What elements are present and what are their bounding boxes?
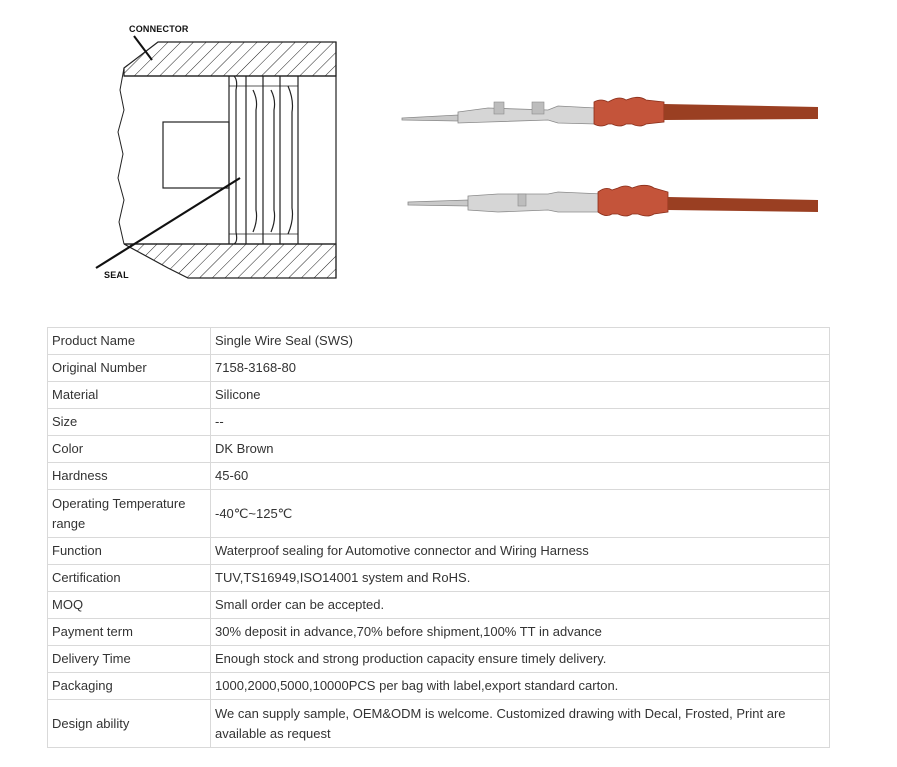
spec-key: Delivery Time	[48, 646, 211, 673]
spec-value: 45-60	[211, 463, 830, 490]
table-row	[48, 700, 830, 748]
spec-key: Product Name	[48, 328, 211, 355]
table-row	[48, 463, 830, 490]
spec-value: --	[211, 409, 830, 436]
table-row	[48, 355, 830, 382]
spec-value: Enough stock and strong production capacity ensure timely delivery.	[211, 646, 830, 673]
spec-value: Waterproof sealing for Automotive connector and Wiring Harness	[211, 538, 830, 565]
spec-key: Material	[48, 382, 211, 409]
spec-value: Single Wire Seal (SWS)	[211, 328, 830, 355]
product-photo	[398, 88, 818, 224]
spec-key: Size	[48, 409, 211, 436]
upper-terminal-assembly	[402, 97, 818, 126]
spec-key: Function	[48, 538, 211, 565]
spec-key: Packaging	[48, 673, 211, 700]
spec-value: 1000,2000,5000,10000PCS per bag with label,export standard carton.	[211, 673, 830, 700]
spec-value: 7158-3168-80	[211, 355, 830, 382]
spec-value: DK Brown	[211, 436, 830, 463]
table-row	[48, 646, 830, 673]
seal-cross-section-diagram	[88, 20, 348, 285]
connector-label: CONNECTOR	[129, 24, 189, 34]
spec-table	[47, 327, 830, 748]
spec-key: Original Number	[48, 355, 211, 382]
spec-value: 30% deposit in advance,70% before shipment,100% TT in advance	[211, 619, 830, 646]
spec-value: -40℃~125℃	[211, 490, 830, 538]
table-row	[48, 409, 830, 436]
terminal-wire-photo	[398, 88, 818, 224]
table-row	[48, 328, 830, 355]
spec-key: Design ability	[48, 700, 211, 748]
spec-key: Certification	[48, 565, 211, 592]
spec-value: We can supply sample, OEM&ODM is welcome. Customized drawing with Decal, Frosted, Print are available as request	[211, 700, 830, 748]
table-row	[48, 673, 830, 700]
spec-key: Operating Temperature range	[48, 490, 211, 538]
table-row	[48, 619, 830, 646]
spec-key: MOQ	[48, 592, 211, 619]
table-row	[48, 490, 830, 538]
spec-value: Small order can be accepted.	[211, 592, 830, 619]
lower-terminal-assembly	[408, 185, 818, 216]
cross-section-drawing	[88, 20, 348, 285]
seal-label: SEAL	[104, 270, 129, 280]
spec-key: Hardness	[48, 463, 211, 490]
spec-value: Silicone	[211, 382, 830, 409]
table-row	[48, 538, 830, 565]
spec-value: TUV,TS16949,ISO14001 system and RoHS.	[211, 565, 830, 592]
spec-key: Payment term	[48, 619, 211, 646]
table-row	[48, 592, 830, 619]
table-row	[48, 436, 830, 463]
spec-key: Color	[48, 436, 211, 463]
table-row	[48, 382, 830, 409]
table-row	[48, 565, 830, 592]
